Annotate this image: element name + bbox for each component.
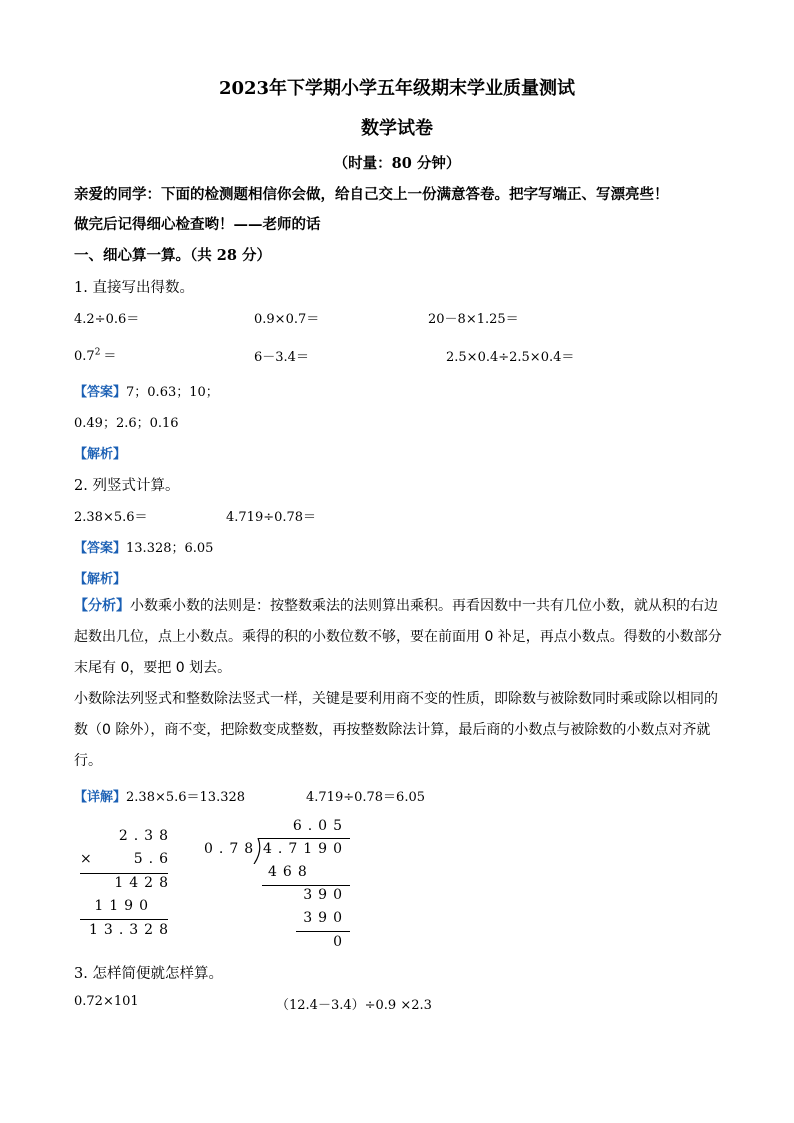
div-step-3: 390 (303, 910, 348, 926)
detail-tag: 【详解】 (74, 790, 127, 805)
q2-item: 2.38×5.6＝ (74, 510, 148, 525)
div-divisor: 0.78 (204, 841, 260, 857)
analysis-text: 小数乘小数的法则是：按整数乘法的法则算出乘积。再看因数中一共有几位小数，就从积的右边 (130, 598, 718, 614)
mult-partial-1: 1428 (114, 875, 174, 891)
answer-text: 7；0.63；10； (126, 385, 219, 400)
div-step-1: 468 (268, 864, 313, 880)
detail-mult: 2.38×5.6＝13.328 (126, 790, 246, 805)
analysis-line: 末尾有 0，要把 0 划去。 (74, 660, 232, 676)
q3-item: （12.4－3.4）÷0.9 ×2.3 (276, 998, 432, 1013)
q3-stem: 3. 怎样简便就怎样算。 (74, 966, 223, 982)
q3-item: 0.72×101 (74, 994, 139, 1009)
answer-tag: 【答案】 (74, 541, 127, 556)
time-note: （时量：80 分钟） (333, 155, 461, 172)
answer-text: 13.328；6.05 (126, 541, 214, 556)
power-equals: ＝ (103, 349, 117, 364)
power-exponent: 2 (94, 347, 101, 358)
q1-item: 0.9×0.7＝ (254, 312, 320, 327)
analysis-line (74, 591, 718, 622)
q2-answer (74, 537, 213, 556)
page-subtitle: 数学试卷 (361, 118, 433, 139)
mult-rule (80, 919, 168, 920)
analysis-line: 行。 (74, 753, 102, 769)
analysis-line: 小数除法列竖式和整数除法竖式一样，关键是要利用商不变的性质，即除数与被除数同时乘或除以相同的 (74, 691, 718, 707)
q1-answer (74, 381, 219, 400)
q1-item-power (74, 345, 116, 364)
div-quotient: 6.05 (292, 818, 348, 834)
div-bar (258, 838, 350, 839)
q1-answer-line-2: 0.49；2.6；0.16 (74, 416, 179, 431)
mult-partial-2: 1190 (94, 898, 154, 914)
mult-factor-1: 2.38 (118, 828, 174, 844)
mult-sign: × (80, 851, 98, 867)
page-title: 2023年下学期小学五年级期末学业质量测试 (218, 78, 576, 99)
q2-analysis-tag: 【解析】 (74, 572, 127, 587)
q1-item: 4.2÷0.6＝ (74, 312, 140, 327)
mult-product: 13.328 (89, 922, 174, 938)
div-step-2: 390 (303, 887, 348, 903)
answer-tag: 【答案】 (74, 385, 127, 400)
q1-stem: 1. 直接写出得数。 (74, 280, 194, 296)
q2-item: 4.719÷0.78＝ (226, 510, 317, 525)
analysis-line: 起数出几位，点上小数点。乘得的积的小数位数不够，要在前面用 0 补足，再点小数点。得数的小数部分 (74, 629, 722, 645)
q1-item: 6－3.4＝ (254, 350, 309, 365)
mult-rule (80, 873, 168, 874)
analysis-line: 数（0 除外），商不变，把除数变成整数，再按整数除法计算，最后商的小数点与被除数的小数点对齐就 (74, 722, 711, 738)
greeting-line-1: 亲爱的同学：下面的检测题相信你会做，给自己交上一份满意答卷。把字写端正、写漂亮些！ (74, 186, 669, 203)
detail-div: 4.719÷0.78＝6.05 (306, 790, 425, 805)
mult-factor-2: 5.6 (133, 851, 174, 867)
q1-item: 20－8×1.25＝ (428, 312, 519, 327)
power-base: 0.7 (74, 349, 95, 364)
analysis-prefix: 【分析】 (74, 598, 130, 614)
greeting-line-2: 做完后记得细心检查哟！——老师的话 (74, 216, 321, 233)
detail-line (74, 786, 245, 805)
div-remainder: 0 (333, 934, 348, 950)
q1-item: 2.5×0.4÷2.5×0.4＝ (446, 350, 575, 365)
q2-stem: 2. 列竖式计算。 (74, 478, 180, 494)
div-rule (262, 885, 350, 886)
div-dividend: 4.7190 (263, 841, 348, 857)
div-rule (296, 931, 350, 932)
section-heading: 一、细心算一算。（共 28 分） (74, 247, 272, 264)
q1-analysis-tag: 【解析】 (74, 447, 127, 462)
